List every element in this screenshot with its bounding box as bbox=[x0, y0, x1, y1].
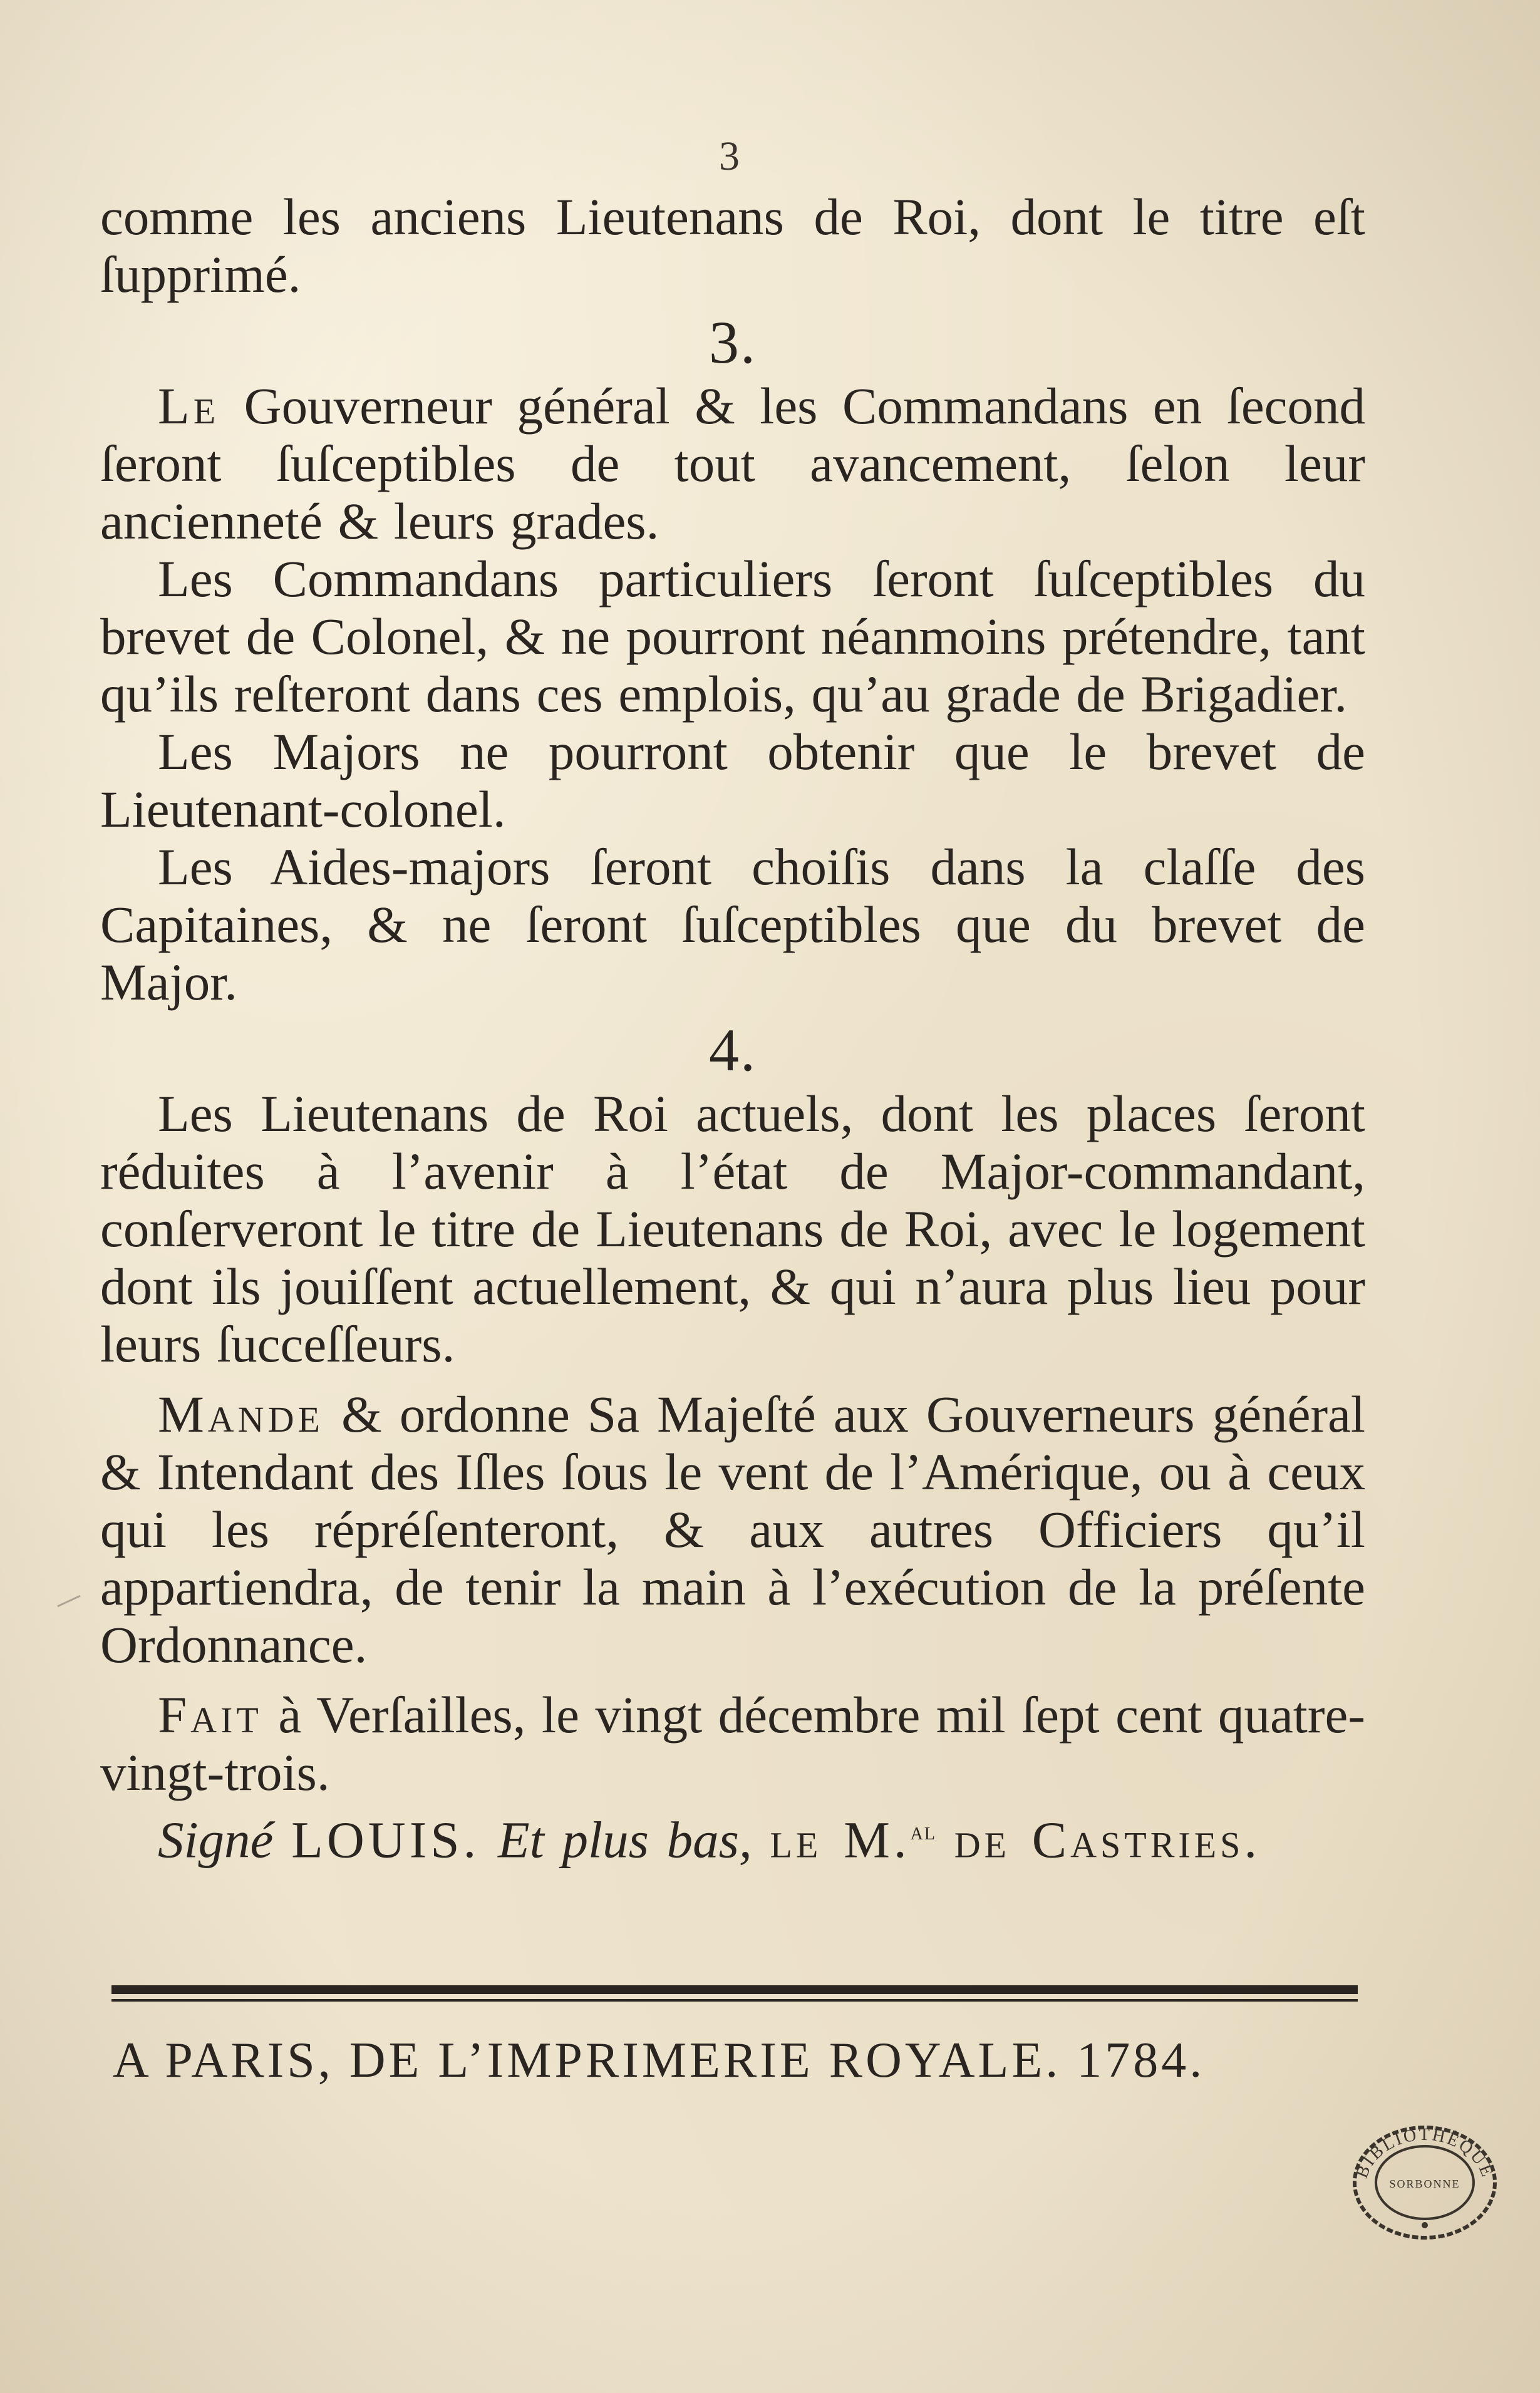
imprint-line: A PARIS, DE L’IMPRIMERIE ROYALE. 1784. bbox=[113, 2033, 1206, 2088]
rule-thin bbox=[111, 1999, 1358, 2002]
rule-thick bbox=[111, 1985, 1358, 1994]
double-rule bbox=[111, 1985, 1358, 2002]
margin-mark bbox=[57, 1595, 81, 1608]
lead-word: Le bbox=[158, 377, 220, 435]
article-3-heading: 3. bbox=[709, 309, 757, 376]
done-at-paragraph bbox=[100, 1686, 1365, 1801]
stamp-inner-text: SORBONNE bbox=[1389, 2178, 1460, 2190]
signature-line bbox=[100, 1801, 1365, 1870]
paragraph-text: Gouverneur général & les Commandans en ſecond ſeront ſuſceptibles de tout avancement, ſelon leur ancienneté & leurs grades. bbox=[100, 377, 1365, 550]
article-3-paragraph-3: Les Majors ne pourront obtenir que le brevet de Lieutenant-colonel. bbox=[100, 723, 1365, 838]
library-stamp-icon bbox=[1346, 2120, 1503, 2245]
signed-label: Signé bbox=[158, 1811, 274, 1869]
article-3-paragraph-2: Les Commandans particuliers ſeront ſuſceptibles du brevet de Colonel, & ne pourront néanmoins prétendre, tant qu’ils reſteront dans ces emplois, qu’au grade de Brigadier. bbox=[100, 550, 1365, 723]
article-3-paragraph-1 bbox=[100, 377, 1365, 550]
article-4-heading: 4. bbox=[709, 1016, 757, 1083]
svg-text:BIBLIOTHÈQUE bbox=[1352, 2125, 1497, 2181]
minister-name: de Castries. bbox=[954, 1811, 1261, 1869]
lead-word: Mande bbox=[158, 1385, 324, 1443]
below-label: Et plus bas, bbox=[498, 1811, 752, 1869]
mandate-paragraph bbox=[100, 1385, 1365, 1673]
king-name: LOUIS. bbox=[291, 1811, 480, 1869]
minister-prefix: le M. bbox=[770, 1811, 911, 1869]
text-body bbox=[100, 188, 1365, 1870]
paragraph-text: à Verſailles, le vingt décembre mil ſept cent quatre-vingt-trois. bbox=[100, 1686, 1365, 1801]
paragraph-text: & ordonne Sa Majeſté aux Gouverneurs général & Intendant des Iſles ſous le vent de l’Amérique, ou à ceux qui les répréſenteront, & aux autres Officiers qu’il appartiendra, de tenir la main à l’exécution de la préſente Ordonnance. bbox=[100, 1385, 1365, 1673]
lead-word: Fait bbox=[158, 1686, 262, 1744]
continuation-paragraph: comme les anciens Lieutenans de Roi, dont le titre eſt ſupprimé. bbox=[100, 188, 1365, 303]
page-number: 3 bbox=[719, 133, 740, 179]
minister-title-superscript: al bbox=[910, 1817, 936, 1845]
article-4-paragraph: Les Lieutenans de Roi actuels, dont les places ſeront réduites à l’avenir à l’état de Major-commandant, conſerveront le titre de Lieutenans de Roi, avec le logement dont ils jouiſſent actuellement, & qui n’aura plus lieu pour leurs ſucceſſeurs. bbox=[100, 1085, 1365, 1373]
article-3-paragraph-4: Les Aides-majors ſeront choiſis dans la claſſe des Capitaines, & ne ſeront ſuſceptibles que du brevet de Major. bbox=[100, 838, 1365, 1011]
stamp-top-text: BIBLIOTHÈQUE bbox=[1351, 2124, 1498, 2181]
